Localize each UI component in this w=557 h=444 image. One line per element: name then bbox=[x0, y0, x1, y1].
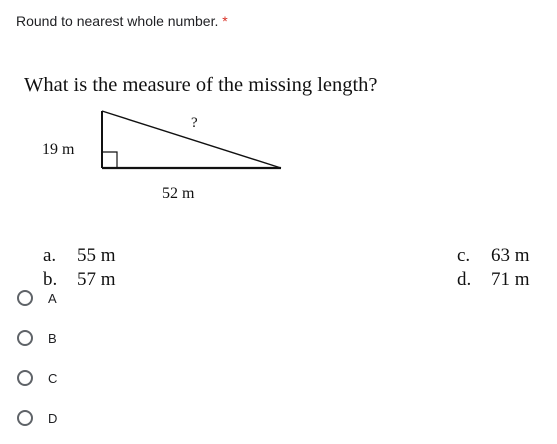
choice-c-text: 63 m bbox=[491, 245, 530, 266]
option-c[interactable] bbox=[17, 368, 57, 388]
option-b[interactable] bbox=[17, 328, 57, 348]
hypotenuse-label: ? bbox=[191, 115, 198, 131]
option-c-label: C bbox=[48, 370, 58, 386]
option-a-label: A bbox=[48, 290, 57, 306]
choice-b-letter: b. bbox=[43, 269, 58, 290]
right-angle-marker bbox=[102, 152, 117, 168]
required-asterisk: * bbox=[222, 13, 228, 29]
choice-a-letter: a. bbox=[43, 245, 57, 266]
choice-c-letter: c. bbox=[457, 245, 471, 266]
choice-a-text: 55 m bbox=[77, 245, 116, 266]
choice-d-text: 71 m bbox=[491, 269, 530, 290]
base-length-label: 52 m bbox=[162, 185, 195, 202]
radio-button-d[interactable] bbox=[17, 410, 33, 426]
option-d[interactable] bbox=[17, 408, 57, 428]
question-title-text: Round to nearest whole number. bbox=[16, 13, 219, 29]
choice-d bbox=[438, 247, 530, 313]
radio-button-c[interactable] bbox=[17, 370, 33, 386]
option-b-label: B bbox=[48, 330, 57, 346]
radio-button-b[interactable] bbox=[17, 330, 33, 346]
radio-button-a[interactable] bbox=[17, 290, 33, 306]
choice-d-letter: d. bbox=[457, 269, 472, 290]
side-length-label: 19 m bbox=[42, 141, 75, 158]
option-a[interactable] bbox=[17, 288, 57, 308]
choice-b-text: 57 m bbox=[77, 269, 116, 290]
option-d-label: D bbox=[48, 410, 58, 426]
figure-prompt: What is the measure of the missing length? bbox=[24, 74, 378, 96]
